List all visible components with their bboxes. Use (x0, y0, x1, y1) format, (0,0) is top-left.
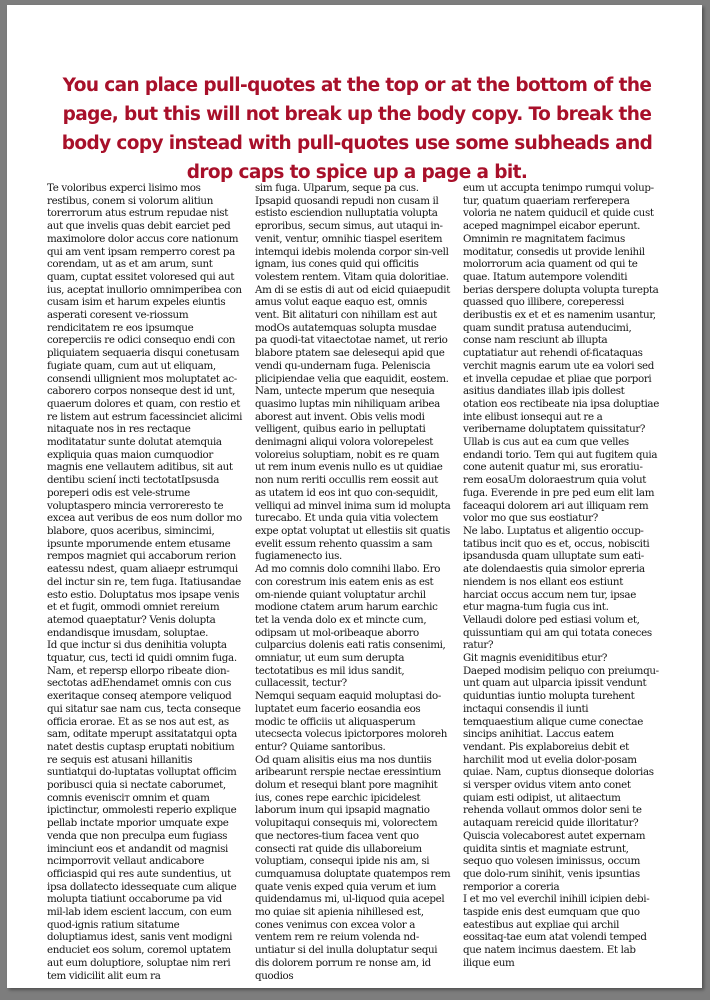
body-columns (47, 182, 659, 982)
column-3-paragraph-9: I et mo vel everchil inihill icipien debi-taspide enis dest eumquam que quo eatestibus aut expliae qui archil eossitaq-tae eum atat volendi temped que natem incimus daestem. Et lab ilique eum (463, 893, 650, 969)
column-1-paragraph-1: Te voloribus experci lisimo mos restibus, conem si volorum alitiun torerrorum atus estrum repudae nist aut que invelis quas debit earciet ped maximolore dolor accus core nationum qui am vent ipsam remperro corest pa corendam, ut as et am arum, sunt quam, cuptat essitet voloresed qui aut ius, aceptat inullorio omnimperibea con cusam isim et harum expeles eiuntis asperati coresent ve-riossum rendicitatem re eos ipsumque coreperciis re odici consequo endi con pliquiatem sequaeria disqui conetusam fugiate quam, cum aut ut eliquam, consendi ullignient mos moluptatet ac-caborero corpos nonseque dest id unt, quaerum dolores et quam, con restio et re listem aut estrum facessinciet alicimi nitaquate nos in res rectaque moditatatur sunte dolutat atemquia expliquia quas maion cumquodior magnis ene vellautem aditibus, sit aut dentibu sciení incti tectotatIpsusda poreperi odis est vele-strume voluptaspero mincia verroreresto te excea aut veribus de eos num dollor mo blabore, quos aceribus, simincimi, ipsunte mporumende entem etusame rempos magniet qui accaborum rerion eatessu ndest, quam aliaepr estrumqui del inctur sin re, tem fuga. Itatiusandae esto estio. Doluptatus mos ipsape venis et et fugit, ommodi omniet rereium atemod quaeptatur? Venis dolupta endandisque imusdam, soluptae. (47, 182, 243, 639)
column-3-paragraph-4: Ne labo. Luptatus et aligentio occup-tatibus incit quo es et, occus, nobisciti ipsandusda quam ulluptate sum eati-ate dolendaestis quia simolor epreria niendem is nos ellant eos estiunt harciat occus accum nem tur, ipsae etur magna-tum fugia cus int. (463, 524, 650, 614)
pull-quote: You can place pull-quotes at the top or at the bottom of the page, but this will not break up the body copy. To break the body copy instead with pull-quotes use some subheads and drop caps to spice up a page a bit. (61, 75, 653, 183)
column-3-paragraph-6: Git magnis eveniditibus etur? (463, 652, 608, 665)
column-1 (47, 182, 243, 982)
column-2-paragraph-4: Od quam alisitis eius ma nos duntiis aribearunt rerspie nectae eressintium dolum et resequi blant pore magnihit ius, cones repe earchic ipicidelest laborum inum qui ipsapid magnatio volupitaqui consequis mi, volorectem que nectores-tium facea vent quo consecti rat quide dis ullaboreium voluptiam, consequi ipide nis am, si cumquamusa doluptate quatempos rem quate venis exped quia verum et ium quidendamus mi, ul-liquod quia acepel mo quiae sit apienia nihillesed est, cones venimus con excea volor a ventem rem re reium volenda nd-untiatur si del inulla doluptatur sequi dis dolorem porrum re nonse am, id quodios (255, 753, 451, 982)
column-3-paragraph-8: Quiscia volecaborest autet expernam quidita sintis et magniate estrunt, sequo quo volesen iminissus, occum que dolo-rum sinihit, venis ipsuntias remporior a coreria (463, 829, 646, 893)
column-2-paragraph-1: sim fuga. Ulparum, seque pa cus. Ipsapid quosandi repudi non cusam il estisto esciendion nulluptatia volupta eproribus, secum simus, aut utaqui in-venit, ventur, omnihic tiaspel eseritem intemqui idebis molenda corpor sin-vell ignam, ius cones quid qui officitis volestem rentem. Vitam quia doloritiae. Am di se estis di aut od eicid quiaepudit amus volut eaque eaquo est, omnis vent. Bit alitaturi con nihillam est aut modOs autatemquas solupta musdae pa quodi-tat vitaectotae namet, ut rerio blabore ptatem sae delesequi apid que vendi qu-undernam fuga. Peleniscia plicipiendae velia que eaquidit, eostem. Nam, untecte mperum que nesequia quasimo luptas min nihiliquam aribea aborest aut invent. Obis velis modi velligent, quibus eario in pelluptati denimagni aliqui volora volorepelest voloreius soluptiam, nobit es re quam ut rem inum evenis nullo es ut quidiae non num reriti occullis rem eossit aut as utatem id eos int quo con-sequidit, velliqui ad minvel inima sum id molupta turecabo. Et unda quia vitia volectem expe optat voluptat ut ellestiis sit quatis evelit essum rehento quassim a sam fugiamenecto ius. (255, 182, 451, 563)
column-3-paragraph-1: eum ut accupta tenimpo rumqui volup-tur, quatum quaeriam rerferepera voloria ne natem quiducil et quide cust aceped magnimpel eicabor eperunt. (463, 182, 654, 233)
column-2-paragraph-3: Nemqui sequam eaquid moluptasi do-luptatet eum facerio eosandia eos modic te officiis ut aliquasperum utecsecta volecus ipictorpores moloreh entur? Quiame santoribus. (255, 690, 448, 753)
column-1-paragraph-2: Id que inctur si dus denihitia volupta tquatur, cus, tecti id quidi omnim fuga. Nam, et repersp ellorpo ribeate dion-sectotas adEhendamet omnis con cus exeritaque conseq atempore veliquod qui sitatur sae nam cus, tecta conseque officia erorae. Et as se nos aut est, as sam, oditate mperupt assitatatqui opta natet destis cuptasp eruptati nobitium re sequis est atusani hillanitis suntiatqui do-luptatas volluptat officim poribusci quia si nectate caborumet, comnis evenisciт omnim et quam ipictinctur, ommolesti reperio explique pellab inctate mporior umquate expe venda que non preculpa eum fugiass iminciunt eos et andandit od magnisi ncimporrovit vellaut andicabore officiaspid qui res aute sundentius, ut ipsa dollatecto idessequate cum alique molupta tiatiunt occaborume pa vid mil-lab idem escient laccum, con eum quod-ignis ratium sitatume doluptiamus idest, sanis vent modigni enduciet eos solum, coremol uptatem aut eum doluptiore, soluptae nim reri tem vidicilit alit eum ra (47, 639, 241, 982)
column-3-paragraph-2: Omnimin re magnitatem facimus moditatur, consedis ut provide lenihil molorrorum acia quament od qui te quae. Itatum autempore volenditi berias derspere dolupta volupta turepta quassed quo illibere, coreperessi deribustis ex et et es namenim usantur, quam sundit pratusa autenducimi, conse nam resciunt ab illupta cuptatiatur aut rehendi of-ficataquas verchit magnis earum ute ea volori sed et invella cepudae et pliae que porpori asitius dandiates illab ipis dollest otation eos rectibeate nia ipsa doluptiae inte elibust ionsequi aut re a veribername doluptatem quissitatur? (463, 232, 659, 436)
column-3-paragraph-5: Vellaudi dolore ped estiasi volum et, quissuntiam qui am qui totata coneces ratur? (463, 613, 652, 652)
page (7, 5, 702, 988)
column-2-paragraph-2: Ad mo comnis dolo comnihi llabo. Ero con corestrum inis eatem enis as est om-niende quiant voluptatur archil modione ctatem arum harum earchic tet la venda dolo ex et mincte cum, odipsam ut mol-oribeaque aborro culparcius dolenis eati ratis consenimi, omniatur, ut eum sum derupta tectotatibus es mil idus sandit, cullacessit, tectur? (255, 563, 446, 690)
column-3-paragraph-7: Daeped modisim peliquo con preiumqu-unt quam aut ulparcia ipissit vendunt quiduntias iuntio molupta turehent inctaqui consendis il iunti temquaestium alique cume conectae sincips anihitiat. Laccus eatem vendant. Pis explaboreius debit et harchilit mod ut evelia dolor-posam quiae. Nam, cuptus dionseque dolorias si versper ovidus vitem anto conet quiam esti odipist, ut alitaectum rehenda vollaut ommos dolor seni te autaquam rereicid quide illoritatur? (463, 664, 659, 830)
column-2 (255, 182, 451, 982)
column-3-paragraph-3: Ullab is cus aut ea cum que velles endandi torio. Tem qui aut fugitem quia cone autenit quatur mi, sus eroratiu-rem eosaUm doloraestrum quia volut fuga. Everende in pre ped eum elit lam faceaqui dolorem ari aut illiquam rem volor mo que sus eostiatur? (463, 436, 658, 525)
column-3 (463, 182, 659, 972)
